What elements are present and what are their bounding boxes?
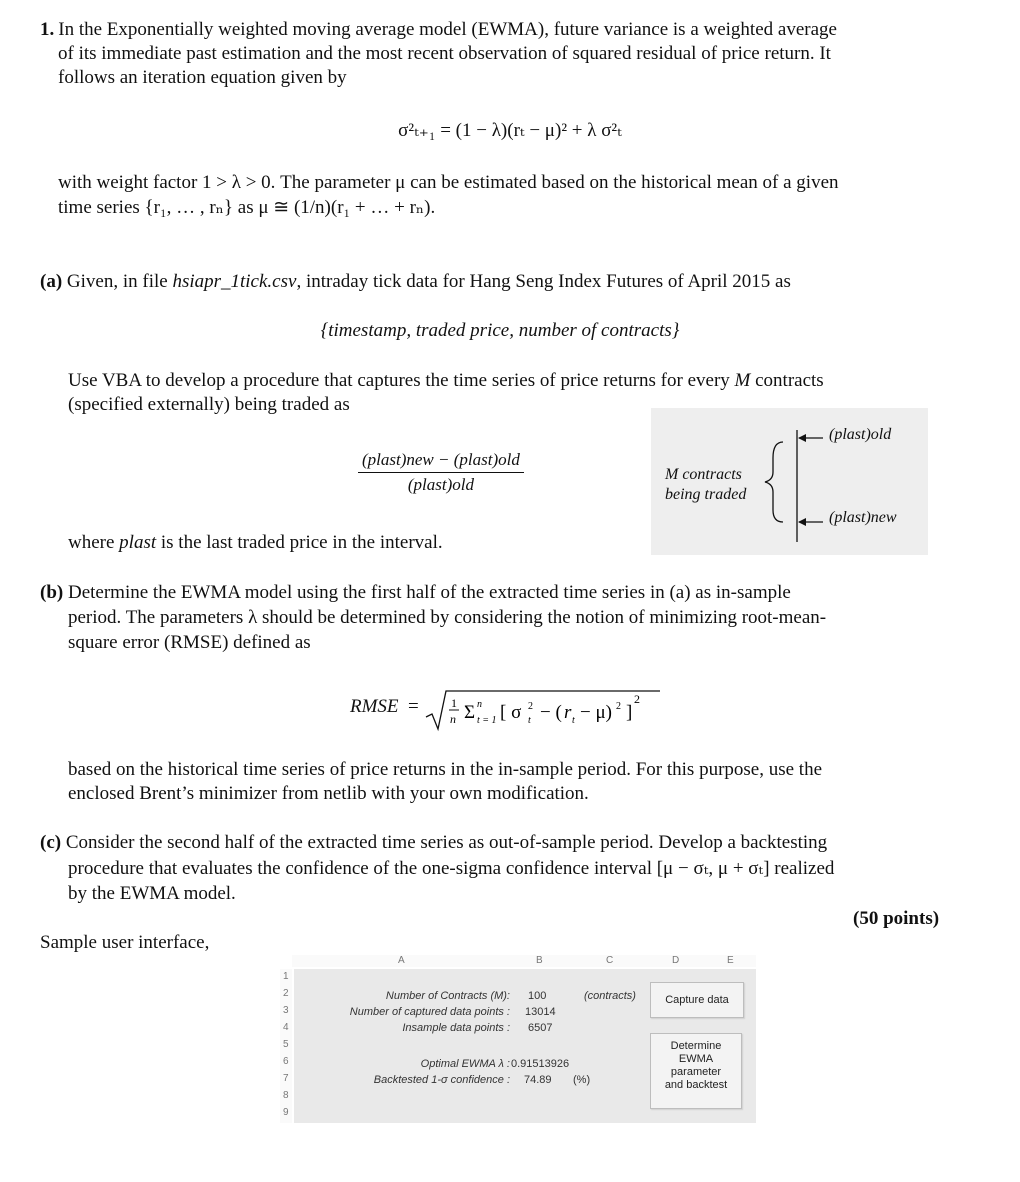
determine-label-3: parameter — [670, 1066, 722, 1078]
label-insample: Insample data points : — [402, 1022, 510, 1034]
svg-text:t: t — [572, 715, 575, 726]
row-header-3: 3 — [283, 1005, 289, 1016]
row-header-7: 7 — [283, 1073, 289, 1084]
value-backtested-unit: (%) — [573, 1074, 591, 1086]
rmse-formula — [350, 685, 670, 735]
svg-text:t = 1: t = 1 — [477, 715, 497, 726]
part-a-text-post: , intraday tick data for Hang Seng Index Futures of April 2015 as — [296, 271, 791, 292]
intro-line-1: In the Exponentially weighted moving average model (EWMA), future variance is a weighted average — [58, 19, 837, 40]
value-insample: 6507 — [528, 1022, 553, 1034]
equals-sign: = — [408, 696, 419, 717]
determine-label-4: and backtest — [664, 1079, 728, 1091]
svg-text:n: n — [450, 712, 456, 726]
part-c-text-1: Consider the second half of the extracted time series as out-of-sample period. Develop a backtesting — [65, 832, 828, 853]
svg-text:− (: − ( — [540, 702, 562, 723]
determine-label-1: Determine — [670, 1040, 722, 1052]
use-line-1 — [68, 368, 968, 393]
part-b-after-2: enclosed Brent’s minimizer from netlib with your own modification. — [68, 783, 589, 804]
svg-text:[ σ: [ σ — [500, 702, 522, 723]
fraction-denominator: (plast)old — [407, 475, 474, 494]
label-optimal: Optimal EWMA λ : — [420, 1058, 510, 1070]
m-variable: M — [734, 370, 751, 391]
return-fraction — [358, 450, 524, 495]
weight-line-2: time series {r₁, … , rₙ} as μ ≅ (1/n)(r₁ + … + rₙ). — [58, 197, 436, 218]
part-b-line-3: square error (RMSE) defined as — [68, 632, 311, 653]
use-line-post: contracts — [750, 370, 824, 391]
use-line-pre: Use VBA to develop a procedure that captures the time series of price returns for every — [68, 370, 735, 391]
svg-text:r: r — [564, 702, 572, 723]
column-header-b: B — [536, 955, 543, 966]
label-captured: Number of captured data points : — [349, 1006, 510, 1018]
svg-text:2: 2 — [634, 692, 640, 706]
diagram-being-traded: being traded — [665, 486, 747, 503]
column-header-d: D — [672, 955, 680, 966]
value-contracts[interactable]: 100 — [528, 990, 547, 1002]
determine-label-2: EWMA — [678, 1053, 714, 1065]
where-line — [68, 530, 443, 555]
rmse-expression — [424, 687, 664, 733]
value-backtested: 74.89 — [524, 1074, 552, 1086]
weight-line-1: with weight factor 1 > λ > 0. The parameter μ can be estimated based on the historical mean of a given — [58, 172, 839, 193]
data-tuple: {timestamp, traded price, number of contracts} — [320, 320, 680, 341]
value-captured: 13014 — [525, 1006, 556, 1018]
row-header-2: 2 — [283, 988, 289, 999]
label-backtested: Backtested 1-σ confidence : — [373, 1074, 510, 1086]
fraction-numerator: (plast)new − (plast)old — [358, 450, 524, 473]
part-c-line-3: by the EWMA model. — [68, 883, 236, 904]
question-intro — [40, 17, 980, 42]
svg-text:Σ: Σ — [464, 702, 476, 723]
row-header-8: 8 — [283, 1090, 289, 1101]
sample-ui-label: Sample user interface, — [40, 932, 210, 953]
diagram-bottom-label: (plast)new — [829, 509, 897, 526]
row-header-5: 5 — [283, 1039, 289, 1050]
part-b-after-1: based on the historical time series of price returns in the in-sample period. For this purpose, use the — [68, 759, 823, 780]
where-pre: where — [68, 532, 120, 553]
part-c-line-2: procedure that evaluates the confidence of the one-sigma confidence interval [μ − σₜ, μ + σₜ] realized — [68, 858, 835, 879]
part-b-line-2: period. The parameters λ should be determined by considering the notion of minimizing root-mean- — [68, 607, 827, 628]
determine-ewma-button[interactable] — [650, 1033, 742, 1109]
diagram-top-label: (plast)old — [829, 426, 892, 443]
column-header-bar — [292, 955, 756, 967]
column-header-c: C — [606, 955, 614, 966]
svg-text:2: 2 — [616, 701, 621, 712]
part-a-text-pre: Given, in file — [66, 271, 173, 292]
svg-text:n: n — [477, 699, 482, 710]
label-contracts: Number of Contracts (M): — [385, 990, 510, 1002]
row-header-1: 1 — [283, 971, 289, 982]
ewma-equation: σ²ₜ₊₁ = (1 − λ)(rₜ − μ)² + λ σ²ₜ — [398, 120, 622, 141]
part-c-label: (c) — [40, 832, 62, 853]
part-b-text-1: Determine the EWMA model using the first half of the extracted time series in (a) as in-sample — [67, 582, 791, 603]
diagram-m-contracts: M contracts — [665, 466, 742, 483]
file-name: hsiapr_1tick.csv — [172, 271, 297, 292]
rmse-label: RMSE — [350, 696, 399, 717]
where-post: is the last traded price in the interval. — [156, 532, 443, 553]
part-c-line-1 — [40, 830, 990, 855]
points-label: (50 points) — [853, 908, 940, 929]
row-header-9: 9 — [283, 1107, 289, 1118]
contracts-diagram — [651, 408, 928, 555]
question-number: 1. — [40, 19, 55, 40]
row-header-4: 4 — [283, 1022, 289, 1033]
svg-text:− μ): − μ) — [580, 702, 612, 723]
svg-text:t: t — [528, 715, 531, 726]
part-b-line-1 — [40, 580, 990, 605]
spreadsheet-sample — [280, 955, 756, 1123]
capture-data-button[interactable] — [650, 982, 744, 1018]
part-a-line-1 — [40, 269, 990, 294]
svg-text:2: 2 — [528, 701, 533, 712]
value-optimal: 0.91513926 — [511, 1058, 570, 1070]
use-line-2: (specified externally) being traded as — [68, 394, 350, 415]
p-last-variable: plast — [119, 532, 157, 553]
row-header-6: 6 — [283, 1056, 289, 1067]
value-contracts-unit: (contracts) — [584, 990, 636, 1002]
intro-line-2: of its immediate past estimation and the most recent observation of squared residual of price return. It — [58, 43, 831, 64]
column-header-e: E — [727, 955, 734, 966]
svg-text:]: ] — [626, 702, 633, 723]
column-header-a: A — [398, 955, 405, 966]
svg-text:1: 1 — [451, 696, 457, 710]
part-b-label: (b) — [40, 582, 64, 603]
capture-data-label: Capture data — [665, 994, 729, 1006]
part-a-label: (a) — [40, 271, 63, 292]
diagram-middle-text — [665, 465, 746, 505]
intro-line-3: follows an iteration equation given by — [58, 67, 347, 88]
